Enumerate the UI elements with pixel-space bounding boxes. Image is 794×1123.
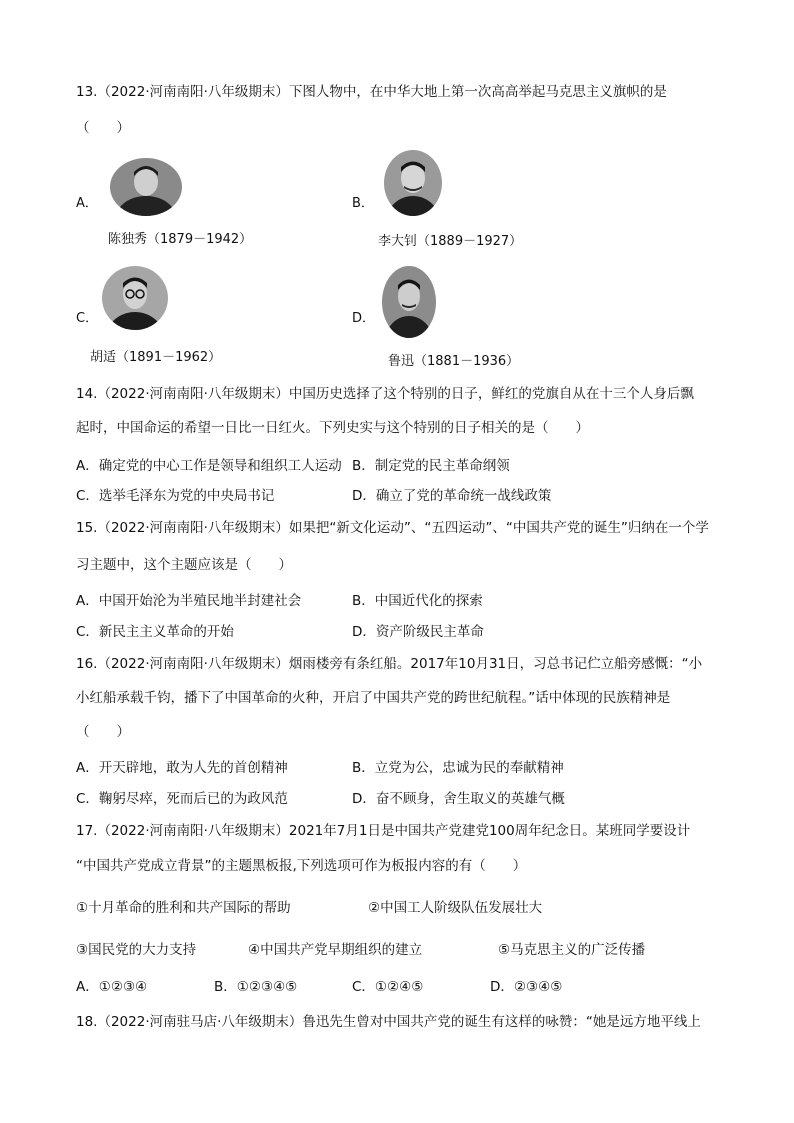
q15-stem-line1: 15.（2022·河南南阳·八年级期末）如果把“新文化运动”、“五四运动”、“中国共产党的诞生”归纳在一个学 [76,520,709,536]
portrait-lu-xun [382,266,436,338]
q14-option-b: B．制定党的民主革命纲领 [352,458,510,474]
q13-paren: （ ） [76,120,130,136]
q16-stem-line1: 16.（2022·河南南阳·八年级期末）烟雨楼旁有条红船。2017年10月31日，习总书记伫立船旁感慨：“小 [76,656,703,672]
q15-option-b: B．中国近代化的探索 [352,593,483,609]
q17-option-d: D．②③④⑤ [490,979,563,995]
portrait-hu-shi [102,266,168,330]
q16-option-a: A．开天辟地，敢为人先的首创精神 [76,760,288,776]
q13-option-a-caption: 陈独秀（1879－1942） [108,232,253,247]
q13-option-a-letter: A． [76,196,98,211]
q16-option-b: B．立党为公，忠诚为民的奉献精神 [352,760,564,776]
q16-option-d: D．奋不顾身，舍生取义的英雄气概 [352,791,565,807]
q14-stem-line2: 起时，中国命运的希望一日比一日红火。下列史实与这个特别的日子相关的是（ ） [76,420,589,436]
q16-stem-line2: 小红船承载千钧，播下了中国革命的火种，开启了中国共产党的跨世纪航程。”话中体现的民族精神是 [76,690,671,706]
q13-option-b-letter: B． [352,196,374,211]
q16-option-c: C．鞠躬尽瘁，死而后已的为政风范 [76,791,288,807]
q16-paren: （ ） [76,724,130,740]
q13-option-c-letter: C． [76,311,99,326]
q15-option-c: C．新民主主义革命的开始 [76,624,234,640]
q17-item-1: ①十月革命的胜利和共产国际的帮助 [76,900,291,916]
q13-stem: 13.（2022·河南南阳·八年级期末）下图人物中，在中华大地上第一次高高举起马克思主义旗帜的是 [76,84,667,100]
q17-item-4: ④中国共产党早期组织的建立 [248,942,423,958]
q17-item-2: ②中国工人阶级队伍发展壮大 [368,900,543,916]
q14-stem-line1: 14.（2022·河南南阳·八年级期末）中国历史选择了这个特别的日子，鲜红的党旗自从在十三个人身后飘 [76,386,694,402]
q14-option-d: D．确立了党的革命统一战线政策 [352,488,552,504]
q13-option-c-caption: 胡适（1891－1962） [90,350,222,365]
q13-option-d-letter: D． [352,311,376,326]
q17-stem-line2: “中国共产党成立背景”的主题黑板报,下列选项可作为板报内容的有（ ） [76,858,527,874]
q17-option-b: B．①②③④⑤ [214,979,298,995]
q18-stem-line1: 18.（2022·河南驻马店·八年级期末）鲁迅先生曾对中国共产党的诞生有这样的咏赞：“她是远方地平线上 [76,1014,701,1030]
q17-stem-line1: 17.（2022·河南南阳·八年级期末）2021年7月1日是中国共产党建党100周年纪念日。某班同学要设计 [76,823,691,839]
q13-option-b-caption: 李大钊（1889－1927） [378,234,523,249]
q17-item-5: ⑤马克思主义的广泛传播 [498,942,646,958]
q13-option-d-caption: 鲁迅（1881－1936） [388,354,520,369]
q17-option-c: C．①②④⑤ [352,979,424,995]
q15-option-d: D．资产阶级民主革命 [352,624,484,640]
q14-option-a: A．确定党的中心工作是领导和组织工人运动 [76,458,342,474]
q14-option-c: C．选举毛泽东为党的中央局书记 [76,488,275,504]
portrait-li-dazhao [384,150,442,216]
q15-stem-line2: 习主题中，这个主题应该是（ ） [76,557,292,573]
portrait-chen-duxiu [110,158,182,216]
q17-option-a: A．①②③④ [76,979,148,995]
q17-item-3: ③国民党的大力支持 [76,942,197,958]
q15-option-a: A．中国开始沦为半殖民地半封建社会 [76,593,302,609]
